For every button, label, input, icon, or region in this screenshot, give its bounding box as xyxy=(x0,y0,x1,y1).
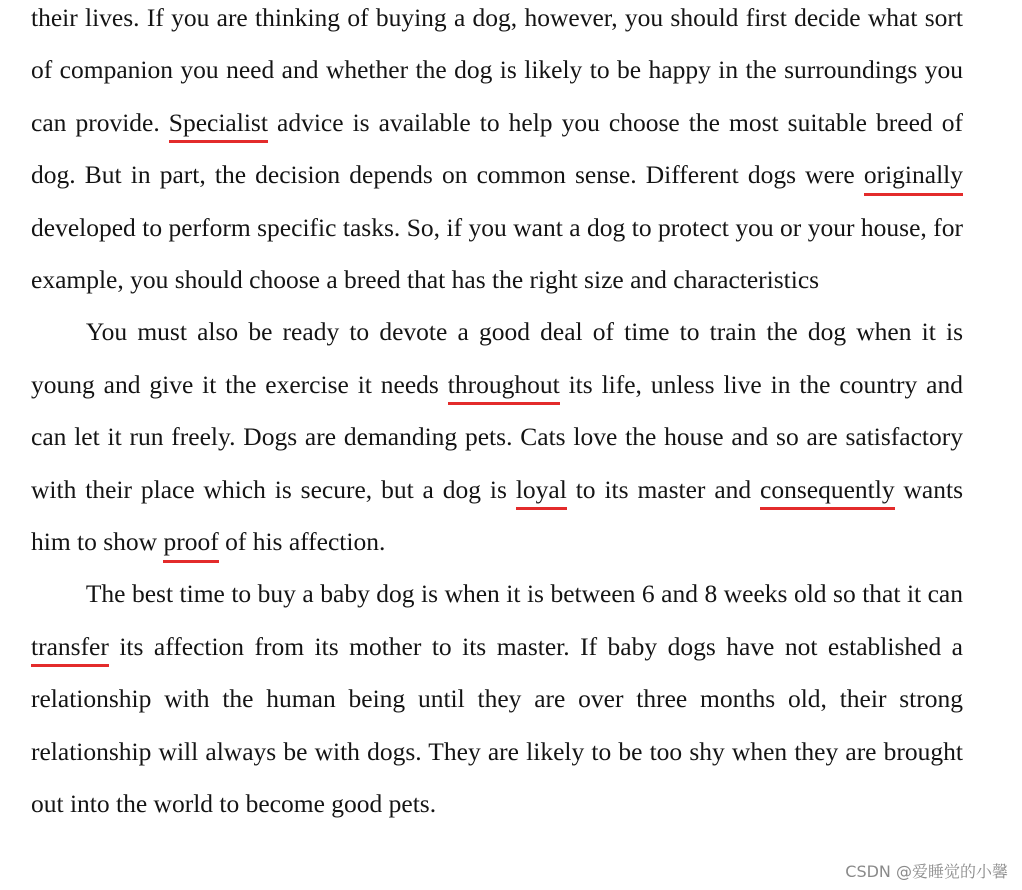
paragraph-text: of his affection. xyxy=(218,527,386,557)
underlined-word: proof xyxy=(163,527,218,563)
paragraph-2 xyxy=(31,306,963,568)
underlined-word: originally xyxy=(864,160,963,196)
underlined-word: consequently xyxy=(760,475,895,511)
paragraph-text: You must also be ready to devote a good deal of time to train the dog when it is young and give it the exercise it needs xyxy=(31,317,963,399)
paragraph-text: its affection from its mother to its master. If baby dogs have not established a relationship with the human being until they are over three months old, their strong relationship will always be with dogs. They are likely to be too shy when they are brought out into the world to become good pets. xyxy=(31,631,963,819)
underlined-word: Specialist xyxy=(169,108,268,144)
paragraph-text: wants him to show xyxy=(31,474,963,557)
paragraph-text: advice is available to help you choose the most suitable breed of dog. But in part, the decision depends on common sense. Different dogs were xyxy=(31,107,963,190)
paragraph-text: developed to perform specific tasks. So, if you want a dog to protect you or your house, for example, you should choose a breed that has the right size and characteristics xyxy=(31,212,963,295)
paragraph-3 xyxy=(31,568,963,830)
paragraph-1 xyxy=(31,0,963,306)
underlined-word: transfer xyxy=(31,632,109,668)
paragraph-text: its life, unless live in the country and can let it run freely. Dogs are demanding pets. Cats love the house and so are satisfactory with their place which is secure, but a dog is xyxy=(31,369,964,504)
paragraph-text: The best time to buy a baby dog is when it is between 6 and 8 weeks old so that it can xyxy=(85,579,963,609)
underlined-word: throughout xyxy=(448,370,560,406)
document-body xyxy=(31,0,963,831)
csdn-watermark: CSDN @爱睡觉的小馨 xyxy=(845,862,1008,881)
paragraph-text: to its master and xyxy=(566,474,761,504)
underlined-word: loyal xyxy=(516,475,567,511)
paragraph-text: their lives. If you are thinking of buying a dog, however, you should first decide what sort of companion you need and whether the dog is likely to be happy in the surroundings you can provide. xyxy=(31,3,963,137)
